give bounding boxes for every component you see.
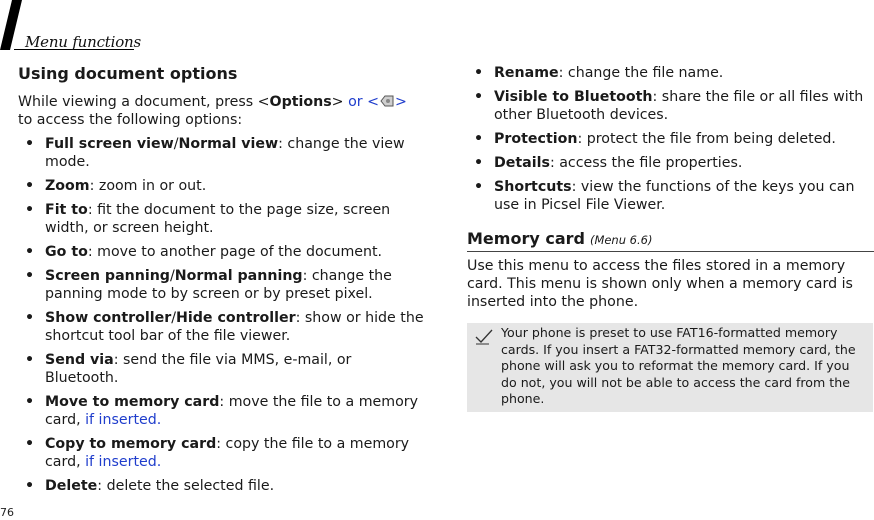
conditional-note: if inserted. xyxy=(85,454,162,470)
list-item xyxy=(18,135,428,171)
option-name: Normal panning xyxy=(174,268,303,284)
options-key: Options xyxy=(269,94,332,110)
option-desc: : protect the file from being deleted. xyxy=(577,131,836,147)
memory-card-description: Use this menu to access the files stored in a memory card. This menu is shown only when a memory card is inserted into the phone. xyxy=(467,258,853,310)
option-desc: : zoom in or out. xyxy=(89,178,207,194)
intro-close: > xyxy=(394,94,407,110)
header-accent-bar xyxy=(0,0,22,50)
option-desc: : move the file to a memory card, xyxy=(45,394,418,428)
option-name: Visible to Bluetooth xyxy=(494,89,653,105)
section-heading: Using document options xyxy=(18,64,238,83)
list-item xyxy=(467,64,874,82)
option-desc: : move to another page of the document. xyxy=(87,244,383,260)
option-name: Send via xyxy=(45,352,114,368)
list-item xyxy=(18,201,428,237)
option-name: Rename xyxy=(494,65,559,81)
bullet-icon: • xyxy=(25,352,35,368)
option-name: Show controller xyxy=(45,310,172,326)
list-item xyxy=(18,267,428,303)
list-item xyxy=(467,130,874,148)
option-desc: : show or hide the shortcut tool bar of the file viewer. xyxy=(45,310,424,344)
option-desc: : delete the selected file. xyxy=(97,478,275,494)
bullet-icon: • xyxy=(474,131,484,147)
bullet-icon: • xyxy=(474,155,484,171)
separator: / xyxy=(169,268,175,284)
option-name: Screen panning xyxy=(45,268,170,284)
bullet-icon: • xyxy=(25,394,35,410)
option-name: Details xyxy=(494,155,550,171)
list-item xyxy=(18,177,428,195)
bullet-icon: • xyxy=(25,178,35,194)
left-column xyxy=(18,64,428,501)
bullet-icon: • xyxy=(25,202,35,218)
bullet-icon: • xyxy=(25,478,35,494)
option-desc: : copy the file to a memory card, xyxy=(45,436,410,470)
separator: / xyxy=(171,310,177,326)
right-column xyxy=(467,64,874,412)
option-name: Zoom xyxy=(45,178,90,194)
note-box xyxy=(467,323,873,412)
option-desc: : send the file via MMS, e-mail, or Bluetooth. xyxy=(45,352,352,386)
checkmark-icon xyxy=(475,329,493,345)
option-name: Go to xyxy=(45,244,88,260)
option-name: Full screen view xyxy=(45,136,174,152)
conditional-note: if inserted. xyxy=(85,412,162,428)
list-item xyxy=(18,351,428,387)
option-name: Hide controller xyxy=(176,310,296,326)
option-name: Protection xyxy=(494,131,578,147)
option-desc: : fit the document to the page size, screen width, or screen height. xyxy=(45,202,391,236)
memory-card-heading xyxy=(467,230,874,252)
intro-text: > xyxy=(331,94,344,110)
option-name: Move to memory card xyxy=(45,394,220,410)
list-item xyxy=(18,393,428,429)
page-number: 76 xyxy=(0,506,14,519)
bullet-icon: • xyxy=(25,136,35,152)
list-item xyxy=(18,477,428,495)
list-item xyxy=(18,243,428,261)
option-desc: : change the panning mode to by screen or by preset pixel. xyxy=(45,268,392,302)
bullet-icon: • xyxy=(25,268,35,284)
bullet-icon: • xyxy=(474,89,484,105)
list-item xyxy=(467,178,874,214)
bullet-icon: • xyxy=(25,310,35,326)
list-item xyxy=(18,435,428,471)
option-name: Normal view xyxy=(178,136,279,152)
option-list-continued xyxy=(467,64,874,214)
option-name: Copy to memory card xyxy=(45,436,217,452)
list-item xyxy=(467,88,874,124)
option-desc: : view the functions of the keys you can use in Picsel File Viewer. xyxy=(494,179,855,213)
option-name: Fit to xyxy=(45,202,88,218)
option-desc: : change the view mode. xyxy=(45,136,405,170)
list-item xyxy=(18,309,428,345)
option-name: Shortcuts xyxy=(494,179,572,195)
option-list xyxy=(18,135,428,495)
option-desc: : access the file properties. xyxy=(549,155,743,171)
bullet-icon: • xyxy=(474,65,484,81)
menu-reference: (Menu 6.6) xyxy=(589,233,653,247)
option-desc: : share the file or all files with other Bluetooth devices. xyxy=(494,89,864,123)
memory-card-title: Memory card xyxy=(467,229,585,248)
bullet-icon: • xyxy=(25,244,35,260)
bullet-icon: • xyxy=(25,436,35,452)
intro-text: While viewing a document, press < xyxy=(18,94,270,110)
intro-or-text: or < xyxy=(343,94,379,110)
list-item xyxy=(467,154,874,172)
option-desc: : change the file name. xyxy=(558,65,724,81)
intro-text: to access the following options: xyxy=(18,112,243,128)
option-name: Delete xyxy=(45,478,98,494)
bullet-icon: • xyxy=(474,179,484,195)
page-header-title: Menu functions xyxy=(25,33,142,51)
intro-paragraph xyxy=(18,93,428,129)
separator: / xyxy=(173,136,179,152)
soft-key-icon xyxy=(379,94,395,108)
note-text: Your phone is preset to use FAT16-formatted memory cards. If you insert a FAT32-formatted memory card, the phone will ask you to reformat the memory card. If you do not, you will not be able to access the card from the phone. xyxy=(501,325,856,406)
